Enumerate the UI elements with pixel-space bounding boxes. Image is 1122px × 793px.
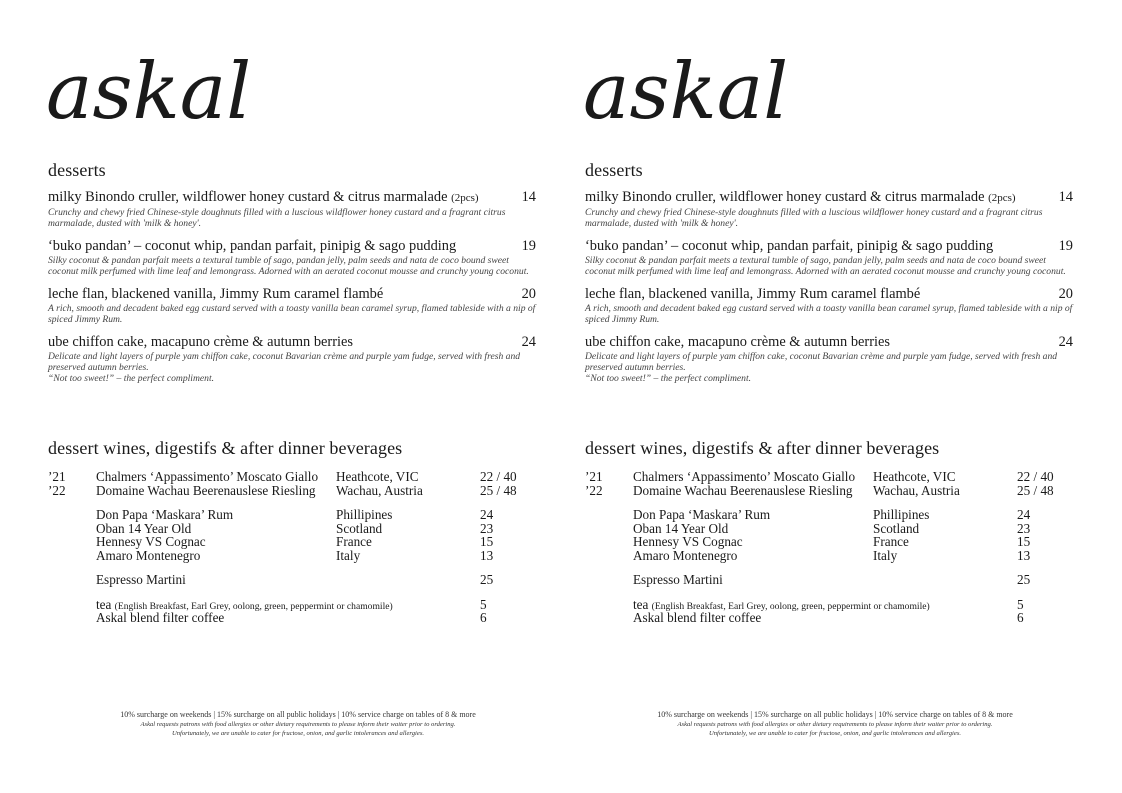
dessert-item [585,286,1073,325]
dessert-item [48,334,536,384]
cocktail-row [585,573,1073,587]
spirit-name: Don Papa ‘Maskara’ Rum [96,507,234,522]
dessert-item [585,334,1073,384]
coffee-row [48,611,536,625]
desserts-heading: desserts [585,160,643,180]
wine-price: 22 / 40 [480,469,517,484]
dessert-description: A rich, smooth and decadent baked egg custard served with a toasty vanilla bean caramel syrup, flamed tableside with a nip of spiced Jimmy Rum. [48,303,536,325]
dessert-item [585,238,1073,277]
spirit-origin: Phillipines [336,507,393,522]
cocktail-row [48,573,536,587]
wine-price: 25 / 48 [480,482,517,498]
wine-vintage: ’22 [48,482,66,498]
coffee-name: Askal blend filter coffee [633,610,762,625]
dessert-item [48,238,536,277]
spirit-name: Amaro Montenegro [96,547,201,563]
wine-price: 25 / 48 [1017,482,1054,498]
askal-logo-wordmark [46,46,252,137]
dessert-price: 24 [521,334,536,350]
dessert-price: 14 [1058,189,1073,205]
spirit-row [585,549,1073,563]
intolerance-note: Unfortunately, we are unable to cater for fructose, onion, and garlic intolerances and allergies. [171,730,425,737]
tea-options: (English Breakfast, Earl Grey, oolong, green, peppermint or chamomile) [114,600,393,612]
spirit-price: 13 [1017,547,1031,563]
dessert-name: ube chiffon cake, macapuno crème & autumn berries [585,334,891,350]
askal-logo [583,46,789,137]
spirit-row [585,535,1073,549]
spirit-row [585,522,1073,536]
wine-name: Domaine Wachau Beerenauslese Riesling [96,482,316,498]
desserts-heading: desserts [48,160,106,180]
dessert-description: Delicate and light layers of purple yam chiffon cake, coconut Bavarian crème and purple yam fudge, served with fresh and preserved autumn berries. [48,351,521,373]
wine-region: Heathcote, VIC [873,469,956,484]
dessert-item [48,189,536,229]
tea-name: tea (English Breakfast, Earl Grey, oolong, green, peppermint or chamomile) [96,596,393,612]
dessert-description: Crunchy and chewy fried Chinese-style doughnuts filled with a luscious wildflower honey custard and a fragrant citrus marmalade, dusted with 'milk & honey'. [585,207,1043,229]
dessert-name: ‘buko pandan’ – coconut whip, pandan parfait, pinipig & sago pudding [48,238,457,254]
coffee-row [585,611,1073,625]
spirit-name: Oban 14 Year Old [633,520,729,536]
spirit-price: 15 [1017,534,1031,549]
dessert-item [585,189,1073,229]
beverages-heading: dessert wines, digestifs & after dinner beverages [585,438,940,458]
spirit-price: 23 [480,520,494,536]
dessert-price: 20 [1058,286,1073,302]
tea-row [585,598,1073,612]
wine-vintage: ’21 [585,469,603,484]
spirit-name: Amaro Montenegro [633,547,738,563]
dessert-name: milky Binondo cruller, wildflower honey custard & citrus marmalade (2pcs) [585,189,1016,205]
tea-row [48,598,536,612]
coffee-price: 6 [480,610,487,625]
dessert-item [48,286,536,325]
dessert-quote: “Not too sweet!” – the perfect compliment. [48,373,215,384]
menu-page-left [48,0,548,793]
wine-region: Heathcote, VIC [336,469,419,484]
tea-price: 5 [480,596,487,612]
dessert-price: 20 [521,286,536,302]
spirit-price: 15 [480,534,494,549]
beverages-heading: dessert wines, digestifs & after dinner beverages [48,438,403,458]
dessert-price: 14 [521,189,536,205]
dessert-name: leche flan, blackened vanilla, Jimmy Rum caramel flambé [585,286,921,302]
desserts-list [585,189,1073,393]
wine-name: Chalmers ‘Appassimento’ Moscato Giallo [633,469,856,484]
wine-name: Domaine Wachau Beerenauslese Riesling [633,482,853,498]
spirit-name: Hennesy VS Cognac [633,534,743,549]
cocktail-name: Espresso Martini [96,572,186,587]
spirit-origin: Italy [336,547,361,563]
spirit-origin: France [873,534,909,549]
askal-logo-wordmark [583,46,789,137]
wine-region: Wachau, Austria [336,482,423,498]
dessert-name: leche flan, blackened vanilla, Jimmy Rum caramel flambé [48,286,384,302]
askal-logo [46,46,252,137]
wine-price: 22 / 40 [1017,469,1054,484]
allergy-note: Askal requests patrons with food allergies or other dietary requirements to please inform their waiter prior to ordering. [677,721,993,728]
spirit-origin: Scotland [336,520,383,536]
spirit-origin: Phillipines [873,507,930,522]
beverages-list [48,470,536,625]
svg-text:askal: askal [46,47,252,137]
dessert-description: Silky coconut & pandan parfait meets a textural tumble of sago, pandan jelly, palm seeds and nata de coco bound sweet coconut milk perfumed with lime leaf and lemongrass. Adorned with an aerated coconut mousse and crunchy young coconut. [48,255,529,277]
dessert-description: Silky coconut & pandan parfait meets a textural tumble of sago, pandan jelly, palm seeds and nata de coco bound sweet coconut milk perfumed with lime leaf and lemongrass. Adorned with an aerated coconut mousse and crunchy young coconut. [585,255,1066,277]
surcharge-note: 10% surcharge on weekends | 15% surcharge on all public holidays | 10% service charge on tables of 8 & more [657,710,1013,719]
allergy-note: Askal requests patrons with food allergies or other dietary requirements to please inform their waiter prior to ordering. [140,721,456,728]
dessert-description: Crunchy and chewy fried Chinese-style doughnuts filled with a luscious wildflower honey custard and a fragrant citrus marmalade, dusted with 'milk & honey'. [48,207,506,229]
wine-name: Chalmers ‘Appassimento’ Moscato Giallo [96,469,319,484]
dessert-description: A rich, smooth and decadent baked egg custard served with a toasty vanilla bean caramel syrup, flamed tableside with a nip of spiced Jimmy Rum. [585,303,1073,325]
spirit-name: Hennesy VS Cognac [96,534,206,549]
spirit-row [48,535,536,549]
dessert-quote: “Not too sweet!” – the perfect compliment. [585,373,752,384]
spirit-row [585,508,1073,522]
dessert-price: 19 [521,238,536,254]
surcharge-note: 10% surcharge on weekends | 15% surcharge on all public holidays | 10% service charge on tables of 8 & more [120,710,476,719]
spirit-name: Don Papa ‘Maskara’ Rum [633,507,771,522]
spirit-origin: Italy [873,547,898,563]
coffee-name: Askal blend filter coffee [96,610,225,625]
spirit-price: 24 [480,507,494,522]
cocktail-price: 25 [480,572,494,587]
cocktail-name: Espresso Martini [633,572,723,587]
menu-footer [585,710,1085,738]
spirit-price: 23 [1017,520,1031,536]
spirit-row [48,508,536,522]
spirit-origin: Scotland [873,520,920,536]
spirit-origin: France [336,534,372,549]
wine-row [585,470,1073,484]
spirit-row [48,549,536,563]
wine-vintage: ’21 [48,469,66,484]
spirit-price: 24 [1017,507,1031,522]
menu-page-right [585,0,1085,793]
beverages-list [585,470,1073,625]
tea-options: (English Breakfast, Earl Grey, oolong, green, peppermint or chamomile) [651,600,930,612]
spirit-row [48,522,536,536]
tea-name: tea (English Breakfast, Earl Grey, oolong, green, peppermint or chamomile) [633,596,930,612]
spirit-name: Oban 14 Year Old [96,520,192,536]
wine-row [48,484,536,498]
menu-footer [48,710,548,738]
dessert-name: milky Binondo cruller, wildflower honey custard & citrus marmalade (2pcs) [48,189,479,205]
tea-price: 5 [1017,596,1024,612]
wine-vintage: ’22 [585,482,603,498]
wine-row [585,484,1073,498]
spirit-price: 13 [480,547,494,563]
coffee-price: 6 [1017,610,1024,625]
desserts-list [48,189,536,393]
wine-region: Wachau, Austria [873,482,960,498]
dessert-description: Delicate and light layers of purple yam chiffon cake, coconut Bavarian crème and purple yam fudge, served with fresh and preserved autumn berries. [585,351,1058,373]
intolerance-note: Unfortunately, we are unable to cater for fructose, onion, and garlic intolerances and allergies. [708,730,962,737]
dessert-price: 24 [1058,334,1073,350]
dessert-name: ube chiffon cake, macapuno crème & autumn berries [48,334,354,350]
svg-text:askal: askal [583,47,789,137]
wine-row [48,470,536,484]
dessert-price: 19 [1058,238,1073,254]
dessert-name: ‘buko pandan’ – coconut whip, pandan parfait, pinipig & sago pudding [585,238,994,254]
cocktail-price: 25 [1017,572,1031,587]
